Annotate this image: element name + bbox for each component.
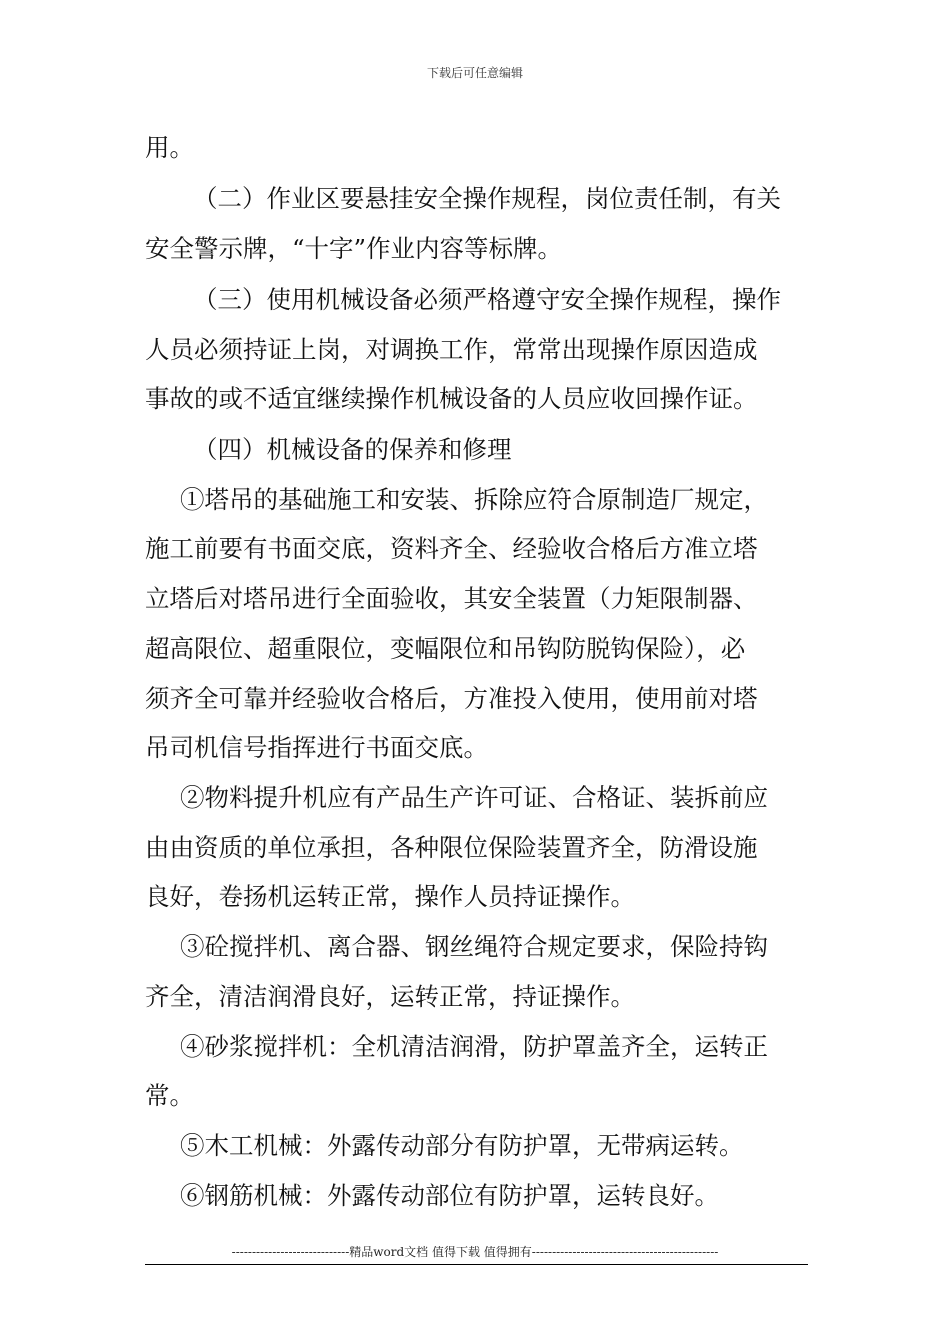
- body-line-2: （二）作业区要悬挂安全操作规程，岗位责任制，有关: [193, 184, 781, 213]
- body-line-4: （三）使用机械设备必须严格遵守安全操作规程，操作: [193, 285, 781, 314]
- footer-divider: [145, 1264, 808, 1265]
- body-line-22: ⑥钢筋机械：外露传动部位有防护罩，运转良好。: [180, 1181, 719, 1210]
- body-line-11: 超高限位、超重限位，变幅限位和吊钩防脱钩保险），必: [145, 634, 746, 663]
- body-line-1: 用。: [145, 133, 194, 162]
- body-line-14: ②物料提升机应有产品生产许可证、合格证、装拆前应: [180, 783, 768, 812]
- body-line-21: ⑤木工机械：外露传动部分有防护罩，无带病运转。: [180, 1131, 744, 1160]
- body-line-3: 安全警示牌，“十字”作业内容等标牌。: [145, 234, 563, 263]
- body-line-5: 人员必须持证上岗，对调换工作，常常出现操作原因造成: [145, 335, 758, 364]
- body-line-20: 常。: [145, 1081, 194, 1110]
- body-line-15: 由由资质的单位承担，各种限位保险装置齐全，防滑设施: [145, 833, 758, 862]
- body-line-12: 须齐全可靠并经验收合格后，方准投入使用，使用前对塔: [145, 684, 758, 713]
- body-line-18: 齐全，清洁润滑良好，运转正常，持证操作。: [145, 982, 635, 1011]
- body-line-9: 施工前要有书面交底，资料齐全、经验收合格后方准立塔: [145, 534, 758, 563]
- body-line-17: ③砼搅拌机、离合器、钢丝绳符合规定要求，保险持钩: [180, 932, 768, 961]
- body-line-6: 事故的或不适宜继续操作机械设备的人员应收回操作证。: [145, 384, 758, 413]
- body-line-16: 良好，卷扬机运转正常，操作人员持证操作。: [145, 882, 635, 911]
- body-line-10: 立塔后对塔吊进行全面验收，其安全装置（力矩限制器、: [145, 584, 758, 613]
- page-footer-note: -----------------------------精品word文档 值得下载 值得拥有----------------------------------------------: [231, 1245, 719, 1259]
- body-line-7: （四）机械设备的保养和修理: [193, 435, 512, 464]
- body-line-8: ①塔吊的基础施工和安装、拆除应符合原制造厂规定，: [180, 485, 768, 514]
- body-line-13: 吊司机信号指挥进行书面交底。: [145, 733, 488, 762]
- page-header-note: 下载后可任意编辑: [426, 66, 523, 80]
- body-line-19: ④砂浆搅拌机：全机清洁润滑，防护罩盖齐全，运转正: [180, 1032, 768, 1061]
